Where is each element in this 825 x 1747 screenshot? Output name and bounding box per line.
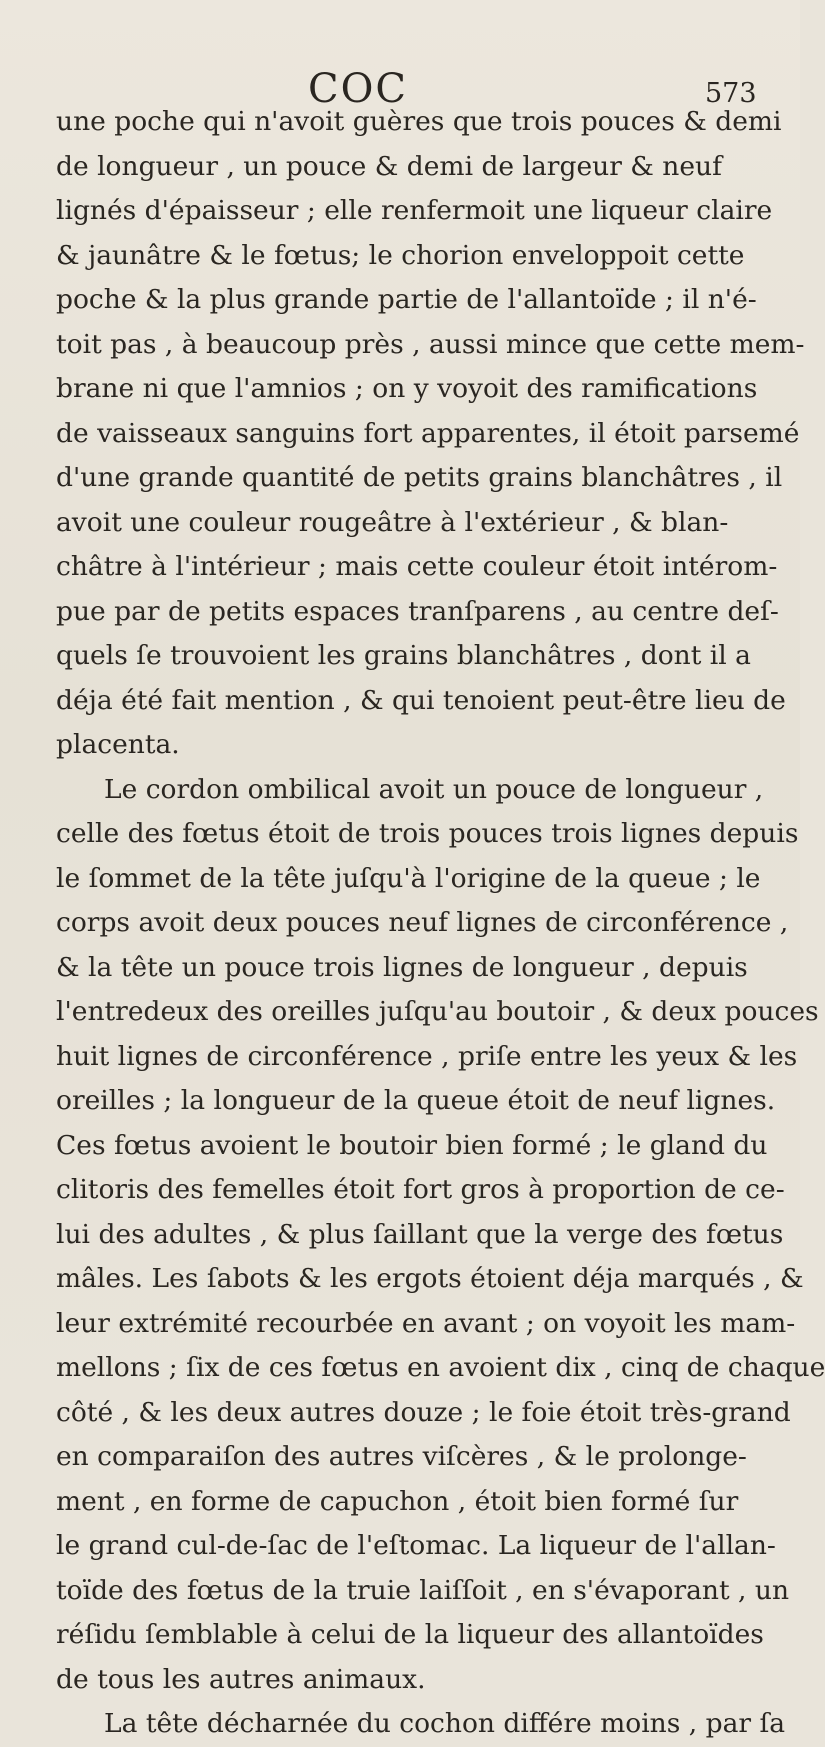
page-number: 573 [705,78,757,109]
text-line: ment , en forme de capuchon , étoit bien formé ſur [56,1485,739,1517]
body-text [56,100,825,1747]
paragraph-start-line: Le cordon ombilical avoit un pouce de longueur , [104,773,764,805]
text-line: huit lignes de circonférence , priſe entre les yeux & les [56,1040,798,1072]
text-line: mellons ; ſix de ces fœtus en avoient dix , cinq de chaque [56,1352,825,1383]
text-line: déja été fait mention , & qui tenoient peut-être lieu de [56,684,786,716]
text-line: avoit une couleur rougeâtre à l'extérieur , & blan- [56,506,729,538]
text-line: clitoris des femelles étoit fort gros à proportion de ce- [56,1174,785,1205]
text-line: oreilles ; la longueur de la queue étoit de neuf lignes. [56,1085,776,1116]
running-head: COC [308,66,409,112]
text-line: le ſommet de la tête juſqu'à l'origine de la queue ; le [56,862,761,894]
paragraph-start-line: La tête décharnée du cochon différe moins , par ſa [104,1708,786,1739]
text-line: & jaunâtre & le fœtus; le chorion enveloppoit cette [56,239,745,271]
text-line: de longueur , un pouce & demi de largeur & neuf [56,150,722,182]
text-line: lui des adultes , & plus ſaillant que la verge des fœtus [56,1218,784,1250]
text-line: côté , & les deux autres douze ; le foie étoit très-grand [56,1396,791,1428]
text-line: une poche qui n'avoit guères que trois pouces & demi [56,106,782,137]
text-line: toit pas , à beaucoup près , aussi mince que cette mem- [56,328,805,360]
text-line: placenta. [56,729,180,760]
text-line: toïde des fœtus de la truie laiſſoit , en s'évaporant , un [56,1574,790,1606]
text-line: brane ni que l'amnios ; on y voyoit des ramifications [56,373,758,404]
text-line: châtre à l'intérieur ; mais cette couleur étoit intérom- [56,551,778,582]
text-line: en comparaiſon des autres viſcères , & le prolonge- [56,1441,747,1472]
text-line: l'entredeux des oreilles juſqu'au boutoir , & deux pouces [56,996,819,1027]
text-line: Ces fœtus avoient le boutoir bien formé ; le gland du [56,1129,768,1161]
text-line: leur extrémité recourbée en avant ; on voyoit les mam- [56,1307,796,1339]
text-line: celle des fœtus étoit de trois pouces trois lignes depuis [56,818,799,849]
text-line: mâles. Les ſabots & les ergots étoient déja marqués , & [56,1263,804,1294]
text-line: de vaisseaux sanguins fort apparentes, il étoit parsemé [56,417,800,449]
text-line: quels ſe trouvoient les grains blanchâtres , dont il a [56,640,751,671]
text-line: & la tête un pouce trois lignes de longueur , depuis [56,951,748,983]
text-line: de tous les autres animaux. [56,1663,426,1695]
text-line: poche & la plus grande partie de l'allantoïde ; il n'é- [56,284,757,315]
text-line: le grand cul-de-ſac de l'eſtomac. La liqueur de l'allan- [56,1530,776,1561]
text-line: corps avoit deux pouces neuf lignes de circonférence , [56,907,789,938]
text-line: pue par de petits espaces tranſparens , au centre deſ- [56,595,779,627]
text-line: d'une grande quantité de petits grains blanchâtres , il [56,462,783,493]
text-line: lignés d'épaisseur ; elle renfermoit une liqueur claire [56,195,773,226]
text-line: réſidu ſemblable à celui de la liqueur des allantoïdes [56,1619,764,1650]
